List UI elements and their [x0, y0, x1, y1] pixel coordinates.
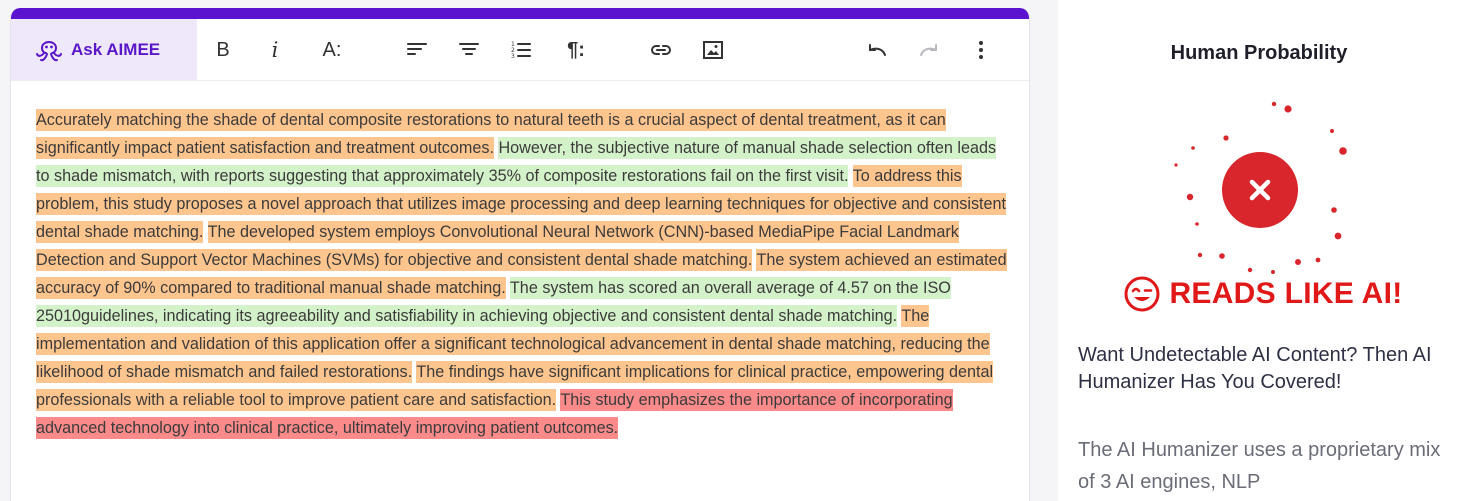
- undo-icon: [865, 38, 889, 62]
- undo-button[interactable]: [863, 36, 891, 64]
- text-segment-green: However, the subjective nature of manual shade selection often leads to shade mismatch, with reports suggesting that approximately 35% of composite restorations fail on the first visit.: [36, 139, 997, 185]
- image-icon: [701, 38, 725, 62]
- paragraph-icon: ¶:: [567, 38, 585, 61]
- more-vertical-icon: [969, 38, 993, 62]
- verdict-label: READS LIKE AI!: [1169, 277, 1403, 310]
- text-segment-orange: The system achieved an estimated accuracy of 90% compared to traditional manual shade matching.: [36, 251, 1007, 297]
- text-segment-red: This study emphasizes the importance of incorporating advanced technology into clinical practice, ultimately improving patient outcomes.: [36, 391, 953, 437]
- text-segment-orange: Accurately matching the shade of dental composite restorations to natural teeth is a crucial aspect of dental treatment, as it can significantly impact patient satisfaction and treatment outcomes.: [36, 111, 946, 157]
- numbered-list-button[interactable]: [507, 36, 535, 64]
- svg-text:2: 2: [511, 47, 515, 54]
- verdict-banner: [1118, 275, 1408, 313]
- detection-sidebar: [1058, 0, 1460, 501]
- text-segment-orange: To address this problem, this study proposes a novel approach that utilizes image processing and deep learning techniques for objective and consistent dental shade matching.: [36, 167, 1007, 241]
- italic-icon: i: [271, 38, 279, 62]
- bold-icon: B: [216, 38, 230, 61]
- svg-text:1: 1: [511, 41, 515, 48]
- numbered-list-icon: [509, 38, 533, 62]
- link-button[interactable]: [647, 36, 675, 64]
- redo-button[interactable]: [915, 36, 943, 64]
- image-button[interactable]: [699, 36, 727, 64]
- document-text[interactable]: [36, 106, 1011, 442]
- text-segment-orange: The developed system employs Convolutional Neural Network (CNN)-based MediaPipe Facial Landmark Detection and Support Vector Machines (SVMs) for objective and consistent dental shade matching.: [36, 223, 959, 269]
- link-icon: [649, 38, 673, 62]
- svg-text:3: 3: [511, 53, 515, 60]
- editor-panel: [10, 8, 1030, 501]
- octopus-icon: [33, 34, 65, 66]
- redo-icon: [917, 38, 941, 62]
- human-probability-title: Human Probability: [1170, 42, 1348, 64]
- promo-description: The AI Humanizer uses a proprietary mix of 3 AI engines, NLP: [1078, 439, 1441, 493]
- align-left-icon: [405, 38, 429, 62]
- winking-face-icon: [1123, 275, 1161, 313]
- font-size-icon: A:: [322, 38, 342, 61]
- ask-aimee-label: Ask AIMEE: [71, 39, 161, 59]
- italic-button[interactable]: [261, 36, 289, 64]
- font-size-button[interactable]: [315, 36, 349, 64]
- align-center-icon: [457, 38, 481, 62]
- ask-aimee-button[interactable]: [11, 19, 197, 80]
- text-segment-orange: The implementation and validation of this application offer a significant technological advancement in dental shade matching, reducing the likelihood of shade mismatch and failed restorations.: [36, 307, 990, 381]
- editor-toolbar: [11, 19, 1029, 81]
- probability-gauge: [1170, 94, 1350, 278]
- more-options-button[interactable]: [967, 36, 995, 64]
- bold-button[interactable]: [209, 36, 237, 64]
- editor-accent-bar: [11, 8, 1029, 19]
- text-segment-orange: The findings have significant implications for clinical practice, empowering dental professionals with a reliable tool to improve patient care and satisfaction.: [36, 363, 994, 409]
- promo-heading: Want Undetectable AI Content? Then AI Humanizer Has You Covered!: [1078, 344, 1432, 393]
- align-left-button[interactable]: [403, 36, 431, 64]
- paragraph-button[interactable]: [559, 36, 593, 64]
- text-segment-green: The system has scored an overall average of 4.57 on the ISO 25010guidelines, indicating its agreeability and satisfiability in achieving objective and consistent dental shade matching.: [36, 279, 951, 325]
- align-center-button[interactable]: [455, 36, 483, 64]
